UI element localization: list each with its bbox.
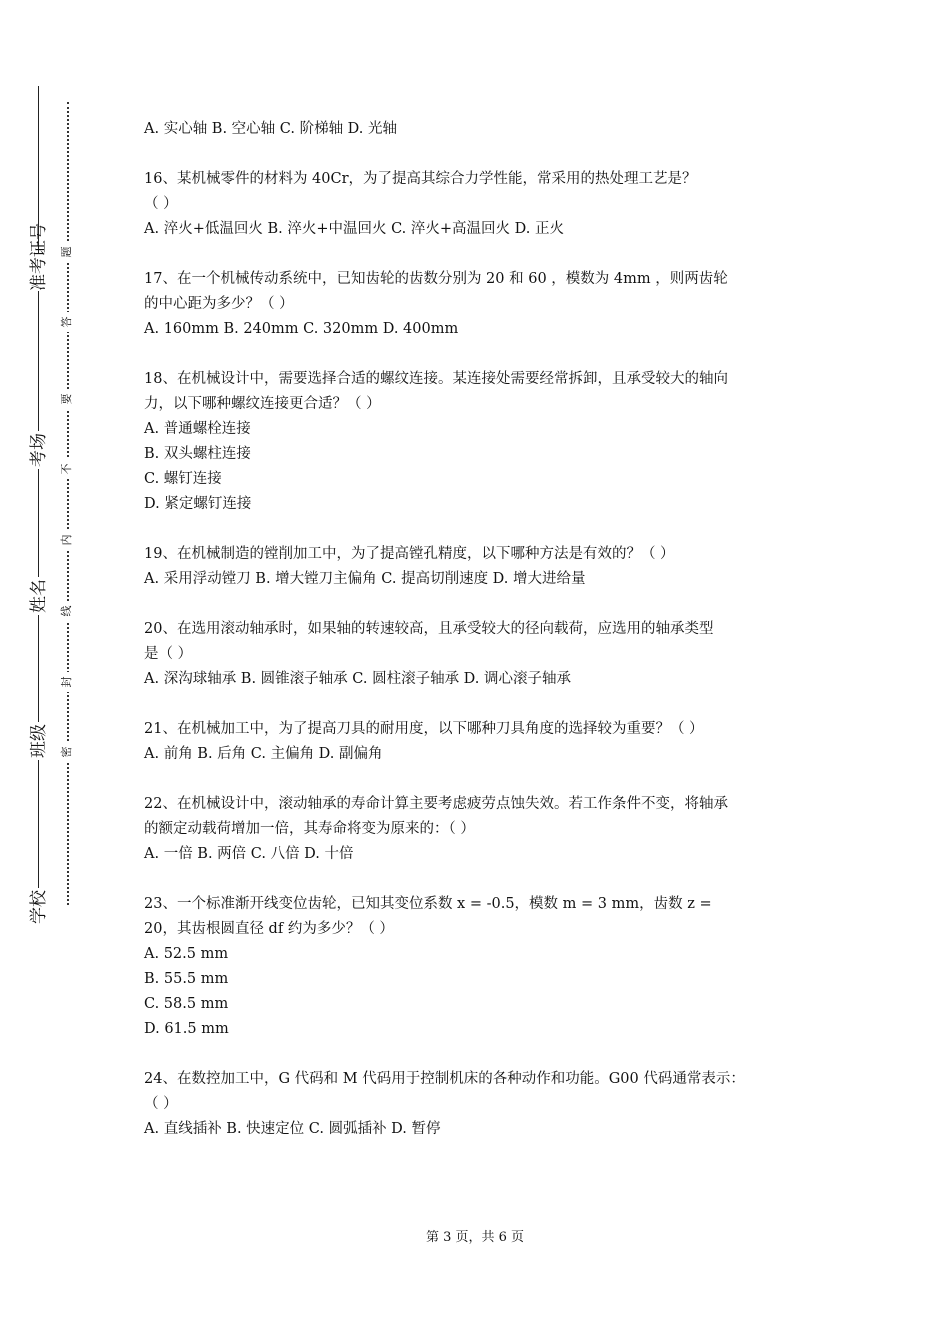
question-19	[144, 542, 824, 592]
question-options: A. 淬火+低温回火 B. 淬火+中温回火 C. 淬火+高温回火 D. 正火	[144, 221, 564, 237]
question-text: 17、在一个机械传动系统中，已知齿轮的齿数分别为 20 和 60 ，模数为 4mm ，则两齿轮	[144, 271, 728, 287]
seal-char: 线	[60, 601, 74, 621]
question-options: A. 采用浮动镗刀 B. 增大镗刀主偏角 C. 提高切削速度 D. 增大进给量	[144, 571, 586, 587]
question-text: （ ）	[144, 196, 178, 212]
seal-char: 题	[60, 242, 74, 262]
question-text: （ ）	[144, 1096, 178, 1112]
question-option: A. 普通螺栓连接	[144, 421, 251, 437]
question-17	[144, 267, 824, 342]
question-options: A. 直线插补 B. 快速定位 C. 圆弧插补 D. 暂停	[144, 1121, 441, 1137]
question-text: 16、某机械零件的材料为 40Cr，为了提高其综合力学性能，常采用的热处理工艺是？	[144, 171, 697, 187]
seal-char: 答	[60, 312, 74, 332]
question-option: B. 55.5 mm	[144, 971, 229, 987]
question-text: 20、在选用滚动轴承时，如果轴的转速较高，且承受较大的径向载荷，应选用的轴承类型	[144, 621, 714, 637]
question-text: 21、在机械加工中，为了提高刀具的耐用度，以下哪种刀具角度的选择较为重要？（ ）	[144, 721, 704, 737]
question-options: A. 前角 B. 后角 C. 主偏角 D. 副偏角	[144, 746, 383, 762]
question-options: A. 深沟球轴承 B. 圆锥滚子轴承 C. 圆柱滚子轴承 D. 调心滚子轴承	[144, 671, 572, 687]
question-20	[144, 617, 824, 692]
question-option: C. 螺钉连接	[144, 471, 222, 487]
seal-char: 密	[60, 742, 74, 762]
label-exam-id: 准考证号	[29, 223, 49, 291]
page-footer: 第 3 页，共 6 页	[425, 1230, 525, 1245]
seal-char: 封	[60, 672, 74, 692]
question-options: A. 160mm B. 240mm C. 320mm D. 400mm	[144, 321, 459, 337]
prev-question-options: A. 实心轴 B. 空心轴 C. 阶梯轴 D. 光轴	[144, 121, 398, 137]
question-option: B. 双头螺柱连接	[144, 446, 251, 462]
label-name: 姓名	[29, 579, 49, 613]
question-text: 是（ ）	[144, 646, 193, 662]
question-option: D. 紧定螺钉连接	[144, 496, 252, 512]
question-option: D. 61.5 mm	[144, 1021, 229, 1037]
question-text: 18、在机械设计中，需要选择合适的螺纹连接。某连接处需要经常拆卸，且承受较大的轴向	[144, 371, 728, 387]
question-text: 19、在机械制造的镗削加工中，为了提高镗孔精度，以下哪种方法是有效的？（ ）	[144, 546, 675, 562]
question-16	[144, 167, 824, 242]
label-school: 学校	[29, 890, 49, 924]
question-24	[144, 1067, 824, 1142]
question-option: A. 52.5 mm	[144, 946, 229, 962]
question-text: 24、在数控加工中，G 代码和 M 代码用于控制机床的各种动作和功能。G00 代码通常表示：	[144, 1071, 745, 1087]
seal-char: 不	[60, 459, 74, 479]
binding-solid-line	[38, 86, 39, 912]
question-text: 的额定动载荷增加一倍，其寿命将变为原来的：（ ）	[144, 821, 475, 837]
question-text: 的中心距为多少？（ ）	[144, 296, 294, 312]
question-18	[144, 367, 824, 517]
question-text: 力，以下哪种螺纹连接更合适？（ ）	[144, 396, 381, 412]
question-22	[144, 792, 824, 867]
question-content	[144, 117, 824, 1142]
label-exam-room: 考场	[29, 433, 49, 467]
seal-char: 内	[60, 530, 74, 550]
question-23	[144, 892, 824, 1042]
binding-dotted-line	[67, 102, 69, 905]
question-text: 22、在机械设计中，滚动轴承的寿命计算主要考虑疲劳点蚀失效。若工作条件不变，将轴承	[144, 796, 728, 812]
question-text: 23、一个标准渐开线变位齿轮，已知其变位系数 x = -0.5，模数 m = 3 mm，齿数 z =	[144, 896, 712, 912]
question-option: C. 58.5 mm	[144, 996, 229, 1012]
question-options: A. 一倍 B. 两倍 C. 八倍 D. 十倍	[144, 846, 354, 862]
seal-char: 要	[60, 389, 74, 409]
question-text: 20，其齿根圆直径 df 约为多少？（ ）	[144, 921, 394, 937]
label-class: 班级	[29, 724, 49, 758]
question-21	[144, 717, 824, 767]
